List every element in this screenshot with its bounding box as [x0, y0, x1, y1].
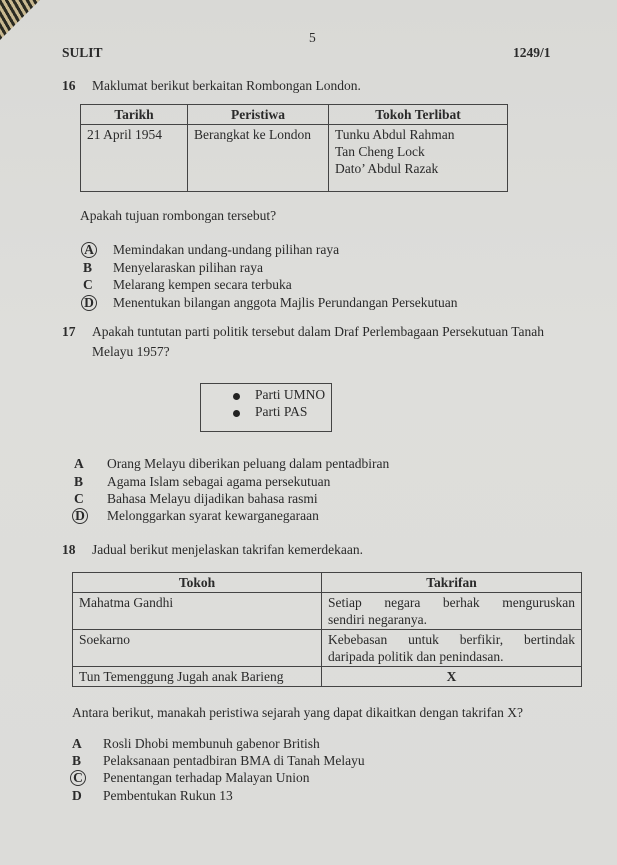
- person: Tan Cheng Lock: [335, 144, 425, 159]
- header-code: 1249/1: [513, 45, 551, 60]
- option-letter: C: [83, 277, 93, 292]
- th-tokoh: Tokoh Terlibat: [329, 105, 508, 125]
- circled-letter: D: [81, 295, 97, 311]
- option-letter: C: [74, 491, 84, 506]
- q18-number: 18: [62, 542, 76, 557]
- q18-table: [72, 572, 582, 687]
- option-letter: A: [72, 736, 82, 751]
- option-letter: B: [74, 474, 84, 489]
- q17-number: 17: [62, 324, 76, 339]
- option-text: Pembentukan Rukun 13: [103, 788, 233, 803]
- circled-letter: D: [72, 508, 88, 524]
- q16-number: 16: [62, 78, 76, 93]
- option-text: Penentangan terhadap Malayan Union: [103, 770, 310, 785]
- option-text: Rosli Dhobi membunuh gabenor British: [103, 736, 320, 751]
- cell-tokoh: Tun Temenggung Jugah anak Barieng: [73, 667, 322, 687]
- person: Tunku Abdul Rahman: [335, 127, 455, 142]
- q16-question: Apakah tujuan rombongan tersebut?: [80, 208, 277, 223]
- bullet-icon: [233, 393, 240, 400]
- option-letter: [84, 295, 97, 311]
- text: sendiri negaranya.: [328, 612, 427, 627]
- text: Kebebasan untuk berfikir, bertindak: [328, 632, 575, 647]
- q17-stem-2: Melayu 1957?: [92, 344, 170, 359]
- cell-takrifan: [322, 630, 582, 667]
- option-letter: B: [83, 260, 93, 275]
- cell-tokoh: Soekarno: [73, 630, 322, 667]
- text: Setiap negara berhak menguruskan: [328, 595, 575, 610]
- circled-letter: A: [81, 242, 97, 258]
- option-text: Melonggarkan syarat kewarganegaraan: [107, 508, 319, 523]
- circled-letter: C: [70, 770, 86, 786]
- q18-question: Antara berikut, manakah peristiwa sejarah yang dapat dikaitkan dengan takrifan X?: [72, 705, 523, 720]
- th-tokoh: Tokoh: [73, 573, 322, 593]
- header-left: SULIT: [62, 45, 103, 60]
- corner-fabric: [0, 0, 40, 40]
- option-text: Memindakan undang-undang pilihan raya: [113, 242, 340, 257]
- person: Dato’ Abdul Razak: [335, 161, 439, 176]
- th-tarikh: Tarikh: [81, 105, 188, 125]
- option-text: Bahasa Melayu dijadikan bahasa rasmi: [107, 491, 318, 506]
- option-letter: D: [72, 788, 82, 803]
- party: Parti UMNO: [255, 387, 326, 402]
- text: daripada politik dan penindasan.: [328, 649, 504, 664]
- q16-stem: Maklumat berikut berkaitan Rombongan London.: [92, 78, 361, 93]
- option-letter: A: [74, 456, 84, 471]
- cell-event: Berangkat ke London: [188, 125, 329, 192]
- q16-table: [80, 104, 508, 192]
- option-text: Pelaksanaan pentadbiran BMA di Tanah Melayu: [103, 753, 365, 768]
- bullet-icon: [233, 410, 240, 417]
- q18-stem: Jadual berikut menjelaskan takrifan kemerdekaan.: [92, 542, 364, 557]
- option-letter: B: [72, 753, 82, 768]
- q17-stem: Apakah tuntutan parti politik tersebut dalam Draf Perlembagaan Persekutuan Tanah: [92, 324, 545, 339]
- cell-takrifan-x: X: [322, 667, 582, 687]
- cell-takrifan: [322, 593, 582, 630]
- party: Parti PAS: [255, 404, 308, 419]
- option-letter: [84, 242, 97, 258]
- option-text: Menyelaraskan pilihan raya: [113, 260, 263, 275]
- option-letter: [73, 770, 86, 786]
- page-number: 5: [309, 30, 316, 45]
- option-text: Orang Melayu diberikan peluang dalam pentadbiran: [107, 456, 390, 471]
- th-takrifan: Takrifan: [322, 573, 582, 593]
- option-text: Menentukan bilangan anggota Majlis Perundangan Persekutuan: [113, 295, 458, 310]
- cell-date: 21 April 1954: [81, 125, 188, 192]
- cell-tokoh: Mahatma Gandhi: [73, 593, 322, 630]
- option-text: Agama Islam sebagai agama persekutuan: [107, 474, 331, 489]
- option-text: Melarang kempen secara terbuka: [113, 277, 292, 292]
- cell-people: [329, 125, 508, 192]
- th-peristiwa: Peristiwa: [188, 105, 329, 125]
- option-letter: [75, 508, 88, 524]
